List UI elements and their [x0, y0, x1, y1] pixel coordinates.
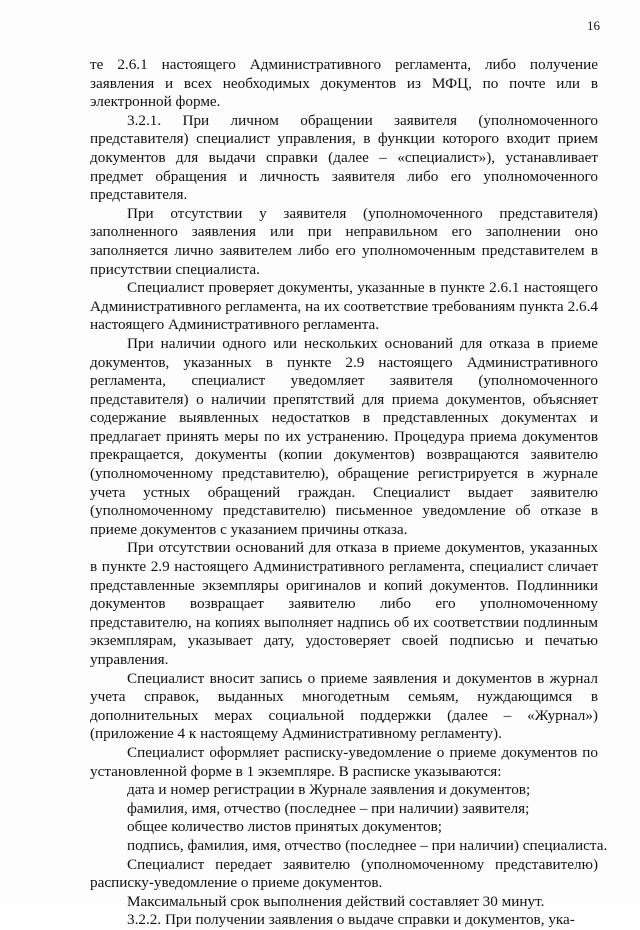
paragraph-3-2-1: 3.2.1. При личном обращении заявителя (уполномоченного представителя) специалист управления, в функции которого входит прием документов для выдачи справки (далее – «специалист»), устанавливает предмет обращения и личность заявителя либо его уполномоченного представителя. — [90, 111, 598, 204]
paragraph-3-2-2: 3.2.2. При получении заявления о выдаче справки и документов, ука- — [127, 911, 575, 929]
paragraph-document-check: Специалист проверяет документы, указанные в пункте 2.6.1 настоящего Административного регламента, на их соответствие требованиям пункта 2.6.4 настоящего Административного регламента. — [90, 279, 598, 334]
paragraph-journal-entry: Специалист вносит запись о приеме заявления и документов в журнал учета справок, выданных многодетным семьям, нуждающимся в дополнительных мерах социальной поддержки (далее – «Журнал») (приложение 4 к настоящему Административному регламенту). — [90, 669, 598, 743]
paragraph-max-duration: Максимальный срок выполнения действий составляет 30 минут. — [127, 892, 545, 910]
paragraph-receipt: Специалист оформляет расписку-уведомление о приеме документов по установленной форме в 1 экземпляре. В расписке указываются: — [90, 743, 598, 780]
receipt-item: дата и номер регистрации в Журнале заявления и документов; — [127, 781, 531, 799]
paragraph-continuation: те 2.6.1 настоящего Административного регламента, либо получение заявления и всех необходимых документов из МФЦ, по почте или в электронной форме. — [90, 56, 598, 111]
document-body — [90, 56, 608, 930]
receipt-item: общее количество листов принятых документов; — [127, 818, 443, 836]
paragraph-refusal-grounds: При наличии одного или нескольких оснований для отказа в приеме документов, указанных в пункте 2.9 настоящего Административного регламента, специалист уведомляет заявителя (уполномоченного представителя) о наличии препятствий для приема документов, объясняет содержание выявленных недостатков в представленных документах и предлагает принять меры по их устранению. Процедура приема документов прекращается, документы (копии документов) возвращаются заявителю (уполномоченному представителю), обращение регистрируется в журнале учета устных обращений граждан. Специалист выдает заявителю (уполномоченному представителю) письменное уведомление об отказе в приеме документов с указанием причины отказа. — [90, 334, 598, 538]
receipt-item: подпись, фамилия, имя, отчество (последнее – при наличии) специалиста. — [127, 836, 608, 854]
page-number: 16 — [587, 18, 600, 33]
paragraph-missing-application: При отсутствии у заявителя (уполномоченного представителя) заполненного заявления или при неправильном его заполнении оно заполняется лично заявителем либо его уполномоченным представителем в присутствии специалиста. — [90, 204, 598, 278]
paragraph-receipt-handover: Специалист передает заявителю (уполномоченному представителю) расписку-уведомление о приеме документов. — [90, 855, 598, 892]
paragraph-no-refusal-grounds: При отсутствии оснований для отказа в приеме документов, указанных в пункте 2.9 настоящего Административного регламента, специалист сличает представленные экземпляры оригиналов и копий документов. Подлинники документов возвращает заявителю либо его уполномоченному представителю, на копиях выполняет надпись об их соответствии подлинным экземплярам, указывает дату, удостоверяет своей подписью и печатью управления. — [90, 539, 598, 668]
receipt-items-list — [90, 781, 608, 855]
receipt-item: фамилия, имя, отчество (последнее – при наличии) заявителя; — [127, 799, 530, 817]
